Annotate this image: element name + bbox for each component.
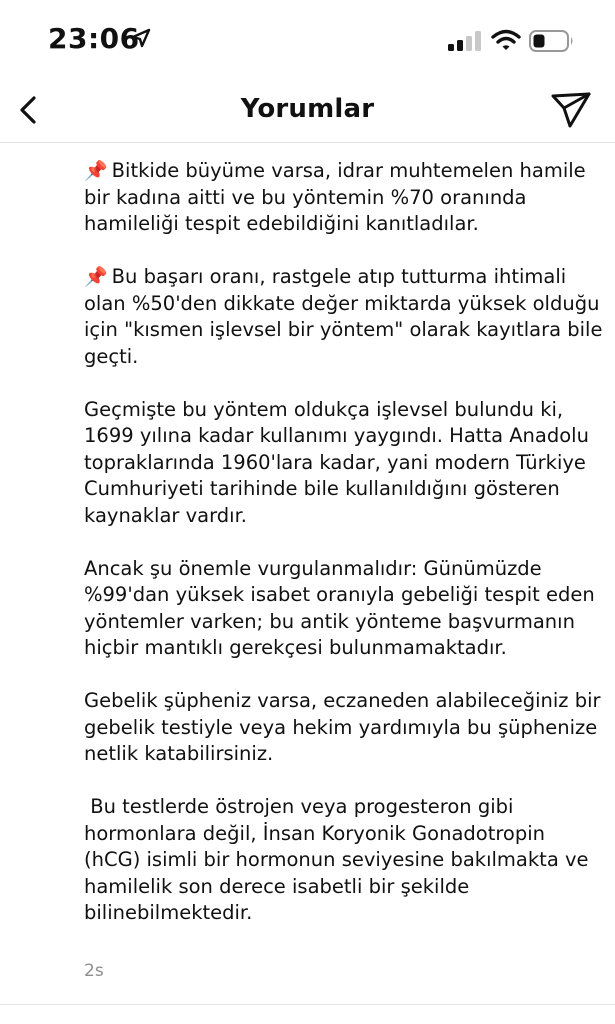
comment-paragraph-2: 📌 Bu başarı oranı, rastgele atıp tutturma ihtimali olan %50'den dikkate değer miktarda yüksek olduğu için "kısmen işlevsel bir yöntem" olarak kayıtlara bile geçti. — [84, 265, 609, 368]
comment-body — [84, 158, 609, 953]
comment-paragraph-5: Gebelik şüpheniz varsa, eczaneden alabileceğiniz bir gebelik testiyle veya hekim yardımıyla bu şüphenize netlik katabilirsiniz. — [84, 689, 607, 765]
page-title: Yorumlar — [240, 94, 375, 124]
status-time: 23:06 — [48, 22, 140, 55]
wifi-icon — [491, 29, 521, 51]
comment-paragraph-4: Ancak şu önemle vurgulanmalıdır: Günümüzde %99'dan yüksek isabet oranıyla gebeliği tespit eden yöntemler varken; bu antik yönteme başvurmanın hiçbir mantıklı gerekçesi bulunmamaktadır. — [84, 556, 601, 659]
pin-icon: 📌 — [84, 266, 108, 288]
comment-paragraph-6: Bu testlerde östrojen veya progesteron gibi hormonlara değil, İnsan Koryonik Gonadotropin (hCG) isimli bir hormonun seviyesine bakılmakta ve hamilelik son derece isabetli bir şekilde bilinebilmektedir. — [84, 795, 595, 924]
comment-paragraph-1: 📌 Bitkide büyüme varsa, idrar muhtemelen hamile bir kadına aitti ve bu yöntemin %70 oranında hamileliği tespit edebildiğini kanıtladılar. — [84, 159, 592, 235]
pin-icon: 📌 — [84, 160, 108, 182]
share-button[interactable] — [549, 90, 593, 132]
location-arrow-icon — [131, 28, 151, 48]
nav-bar — [0, 80, 615, 143]
signal-icon — [448, 31, 482, 51]
paper-plane-icon — [549, 90, 593, 132]
battery-icon — [529, 29, 575, 53]
divider — [0, 1004, 615, 1005]
comment-paragraph-3: Geçmişte bu yöntem oldukça işlevsel bulundu ki, 1699 yılına kadar kullanımı yaygındı. Hatta Anadolu topraklarında 1960'lara kadar, yani modern Türkiye Cumhuriyeti tarihinde bile kullanıldığını gösteren kaynaklar vardır. — [84, 397, 596, 527]
status-bar — [0, 0, 615, 80]
comment-timestamp: 2s — [84, 961, 104, 981]
